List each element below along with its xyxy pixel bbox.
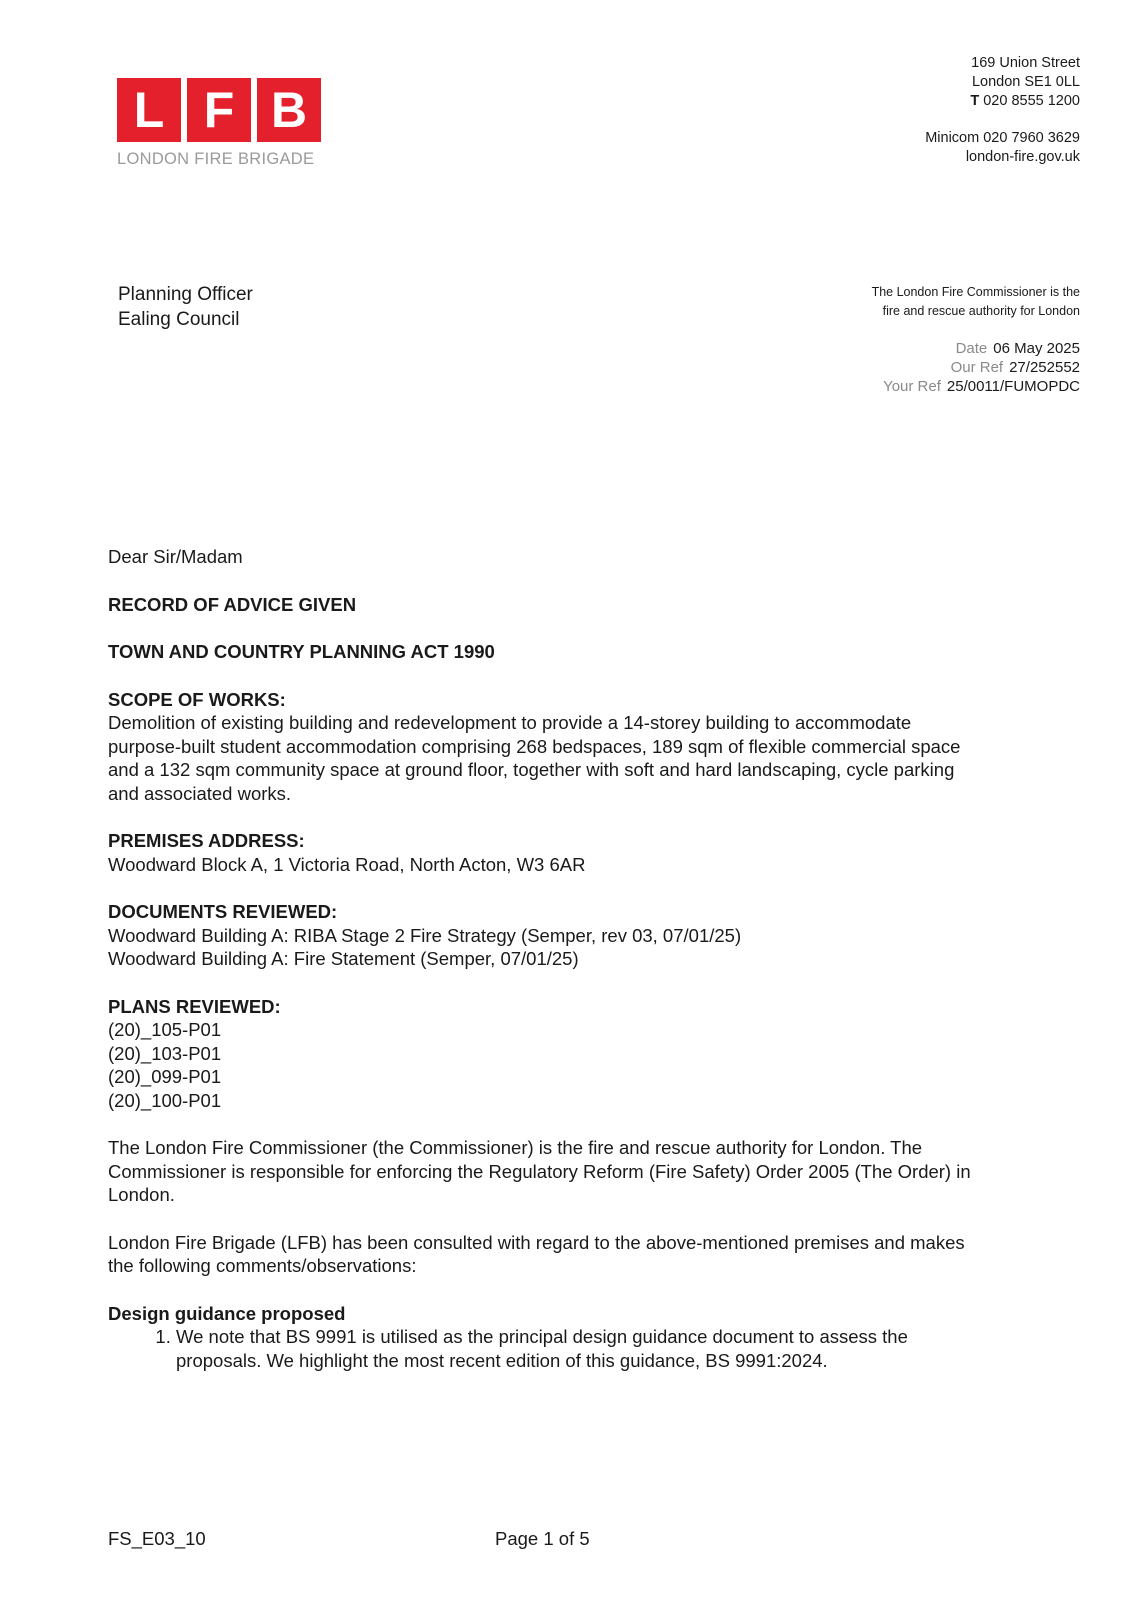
- footer-page-number: Page 1 of 5: [495, 1528, 590, 1549]
- address-city: London SE1 0LL: [971, 74, 1080, 90]
- scope-section: [108, 688, 988, 806]
- sender-address: [925, 54, 1080, 167]
- document-item: Woodward Building A: RIBA Stage 2 Fire Strategy (Semper, rev 03, 07/01/25): [108, 924, 742, 946]
- design-guidance-list: [108, 1325, 988, 1372]
- scope-heading: SCOPE OF WORKS:: [108, 688, 286, 710]
- document-item: Woodward Building A: Fire Statement (Semper, 07/01/25): [108, 948, 579, 969]
- plan-item: (20)_105-P01: [108, 1019, 222, 1040]
- authority-line-2: fire and rescue authority for London: [882, 304, 1080, 318]
- design-guidance-item: 1. We note that BS 9991 is utilised as the principal design guidance document to assess the proposals. We highlight the most recent edition of this guidance, BS 9991:2024.: [176, 1325, 988, 1372]
- our-ref-value: 27/252552: [1009, 359, 1080, 376]
- our-ref-label: Our Ref: [950, 359, 1004, 376]
- your-ref-row: [883, 377, 1080, 396]
- logo-tagline: LONDON FIRE BRIGADE: [117, 150, 315, 168]
- heading-planning-act: TOWN AND COUNTRY PLANNING ACT 1990: [108, 641, 495, 662]
- date-value: 06 May 2025: [993, 340, 1080, 357]
- salutation: Dear Sir/Madam: [108, 546, 243, 567]
- authority-statement: [872, 283, 1080, 321]
- address-street: 169 Union Street: [971, 55, 1080, 71]
- plan-item: (20)_099-P01: [108, 1066, 222, 1087]
- premises-heading: PREMISES ADDRESS:: [108, 830, 305, 851]
- premises-text: Woodward Block A, 1 Victoria Road, North Acton, W3 6AR: [108, 853, 586, 875]
- design-guidance-heading: Design guidance proposed: [108, 1302, 346, 1324]
- design-guidance-section: [108, 1302, 988, 1373]
- your-ref-value: 25/0011/FUMOPDC: [946, 378, 1080, 395]
- recipient-line-1: Planning Officer: [118, 284, 253, 305]
- authority-line-1: The London Fire Commissioner is the: [871, 285, 1080, 299]
- footer-form-code: FS_E03_10: [108, 1528, 206, 1549]
- premises-section: [108, 829, 988, 876]
- telephone-number: 020 8555 1200: [983, 93, 1080, 109]
- recipient-address: [118, 282, 253, 332]
- heading-record-of-advice: RECORD OF ADVICE GIVEN: [108, 593, 357, 615]
- address-telephone: [925, 92, 1080, 111]
- scope-text: Demolition of existing building and redevelopment to provide a 14-storey building to accommodate purpose-built student accommodation comprising 268 bedspaces, 189 sqm of flexible commercial space and a 132 sqm community space at ground floor, together with soft and hard landscaping, cycle parking and associated works.: [108, 712, 961, 804]
- paragraph-commissioner: The London Fire Commissioner (the Commissioner) is the fire and rescue authority for London. The Commissioner is responsible for enforcing the Regulatory Reform (Fire Safety) Order 2005 (The Order) in London.: [108, 1137, 971, 1205]
- recipient-line-2: Ealing Council: [118, 309, 240, 330]
- logo-letter-f: F: [187, 78, 251, 142]
- reference-block: [883, 339, 1080, 396]
- address-minicom: Minicom 020 7960 3629: [925, 130, 1080, 146]
- lfb-logo: [117, 78, 327, 169]
- plans-section: [108, 995, 988, 1113]
- documents-heading: DOCUMENTS REVIEWED:: [108, 901, 338, 922]
- plan-item: (20)_103-P01: [108, 1042, 222, 1064]
- logo-letter-b: B: [257, 78, 321, 142]
- documents-section: [108, 900, 988, 971]
- letter-body: [108, 545, 988, 1372]
- paragraph-consultation: London Fire Brigade (LFB) has been consulted with regard to the above-mentioned premises and makes the following comments/observations:: [108, 1231, 965, 1276]
- your-ref-label: Your Ref: [883, 378, 941, 395]
- telephone-prefix: T: [970, 93, 980, 109]
- our-ref-row: [883, 358, 1080, 377]
- logo-letter-boxes: [117, 78, 327, 142]
- plan-item: (20)_100-P01: [108, 1089, 222, 1111]
- address-website: london-fire.gov.uk: [965, 149, 1080, 165]
- plans-heading: PLANS REVIEWED:: [108, 995, 281, 1017]
- date-label: Date: [955, 340, 988, 357]
- logo-letter-l: L: [117, 78, 181, 142]
- date-row: [883, 339, 1080, 358]
